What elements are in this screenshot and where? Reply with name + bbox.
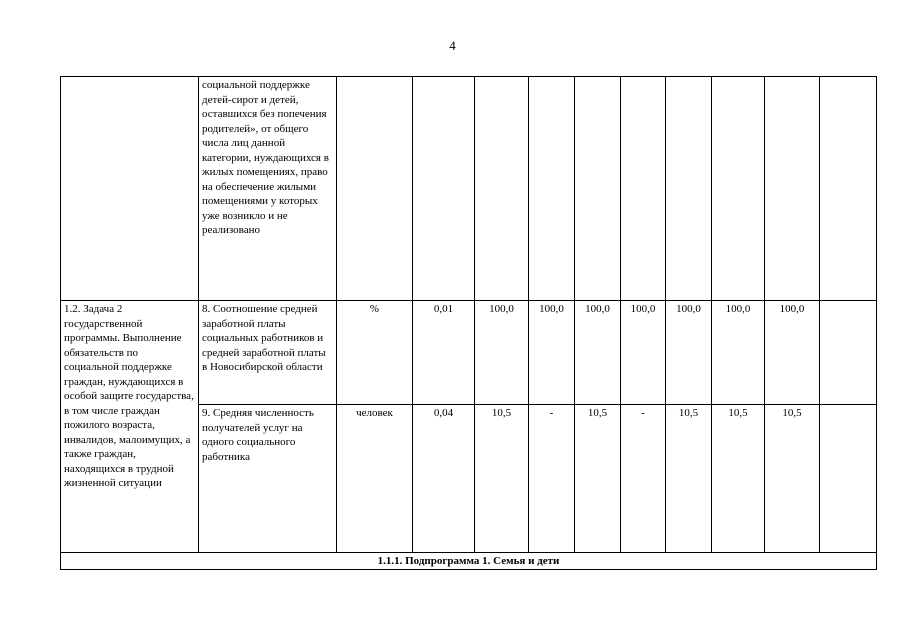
value-cell: 100,0	[529, 301, 575, 405]
page-number: 4	[449, 38, 456, 53]
value-cell	[529, 77, 575, 301]
value-cell: -	[621, 405, 666, 553]
task-cell: 1.2. Задача 2 государственной программы. Выполнение обязательств по социальной поддержке граждан, нуждающихся в особой защите государства, в том числе граждан пожилого возраста, инвалидов, малоимущих, а также граждан, находящихся в трудной жизненной ситуации	[61, 301, 199, 553]
value-cell: -	[529, 405, 575, 553]
value-cell	[765, 77, 820, 301]
subprogram-title: 1.1.1. Подпрограмма 1. Семья и дети	[61, 553, 877, 570]
table-row	[61, 301, 877, 405]
value-cell: 100,0	[666, 301, 712, 405]
value-cell	[575, 77, 621, 301]
value-cell: 10,5	[575, 405, 621, 553]
task-cell	[61, 77, 199, 301]
value-cell: 100,0	[575, 301, 621, 405]
value-cell: 100,0	[621, 301, 666, 405]
value-cell: 100,0	[765, 301, 820, 405]
value-cell	[475, 77, 529, 301]
value-cell	[621, 77, 666, 301]
weight-cell: 0,01	[413, 301, 475, 405]
value-cell	[666, 77, 712, 301]
value-cell	[712, 77, 765, 301]
subprogram-row	[61, 553, 877, 570]
value-cell	[820, 301, 877, 405]
weight-cell: 0,04	[413, 405, 475, 553]
unit-cell: человек	[337, 405, 413, 553]
unit-cell: %	[337, 301, 413, 405]
value-cell: 100,0	[712, 301, 765, 405]
indicator-cell: 8. Соотношение средней заработной платы социальных работников и средней заработной платы в Новосибирской области	[199, 301, 337, 405]
value-cell	[820, 405, 877, 553]
value-cell	[820, 77, 877, 301]
value-cell: 10,5	[666, 405, 712, 553]
table-row	[61, 77, 877, 301]
value-cell: 100,0	[475, 301, 529, 405]
weight-cell	[413, 77, 475, 301]
value-cell: 10,5	[712, 405, 765, 553]
unit-cell	[337, 77, 413, 301]
value-cell: 10,5	[475, 405, 529, 553]
indicator-cell: 9. Средняя численность получателей услуг на одного социального работника	[199, 405, 337, 553]
indicators-table	[60, 76, 877, 570]
indicator-cell: социальной поддержке детей-сирот и детей, оставшихся без попечения родителей», от общего числа лиц данной категории, нуждающихся в жилых помещениях, право на обеспечение жилыми помещениями у которых уже возникло и не реализовано	[199, 77, 337, 301]
value-cell: 10,5	[765, 405, 820, 553]
